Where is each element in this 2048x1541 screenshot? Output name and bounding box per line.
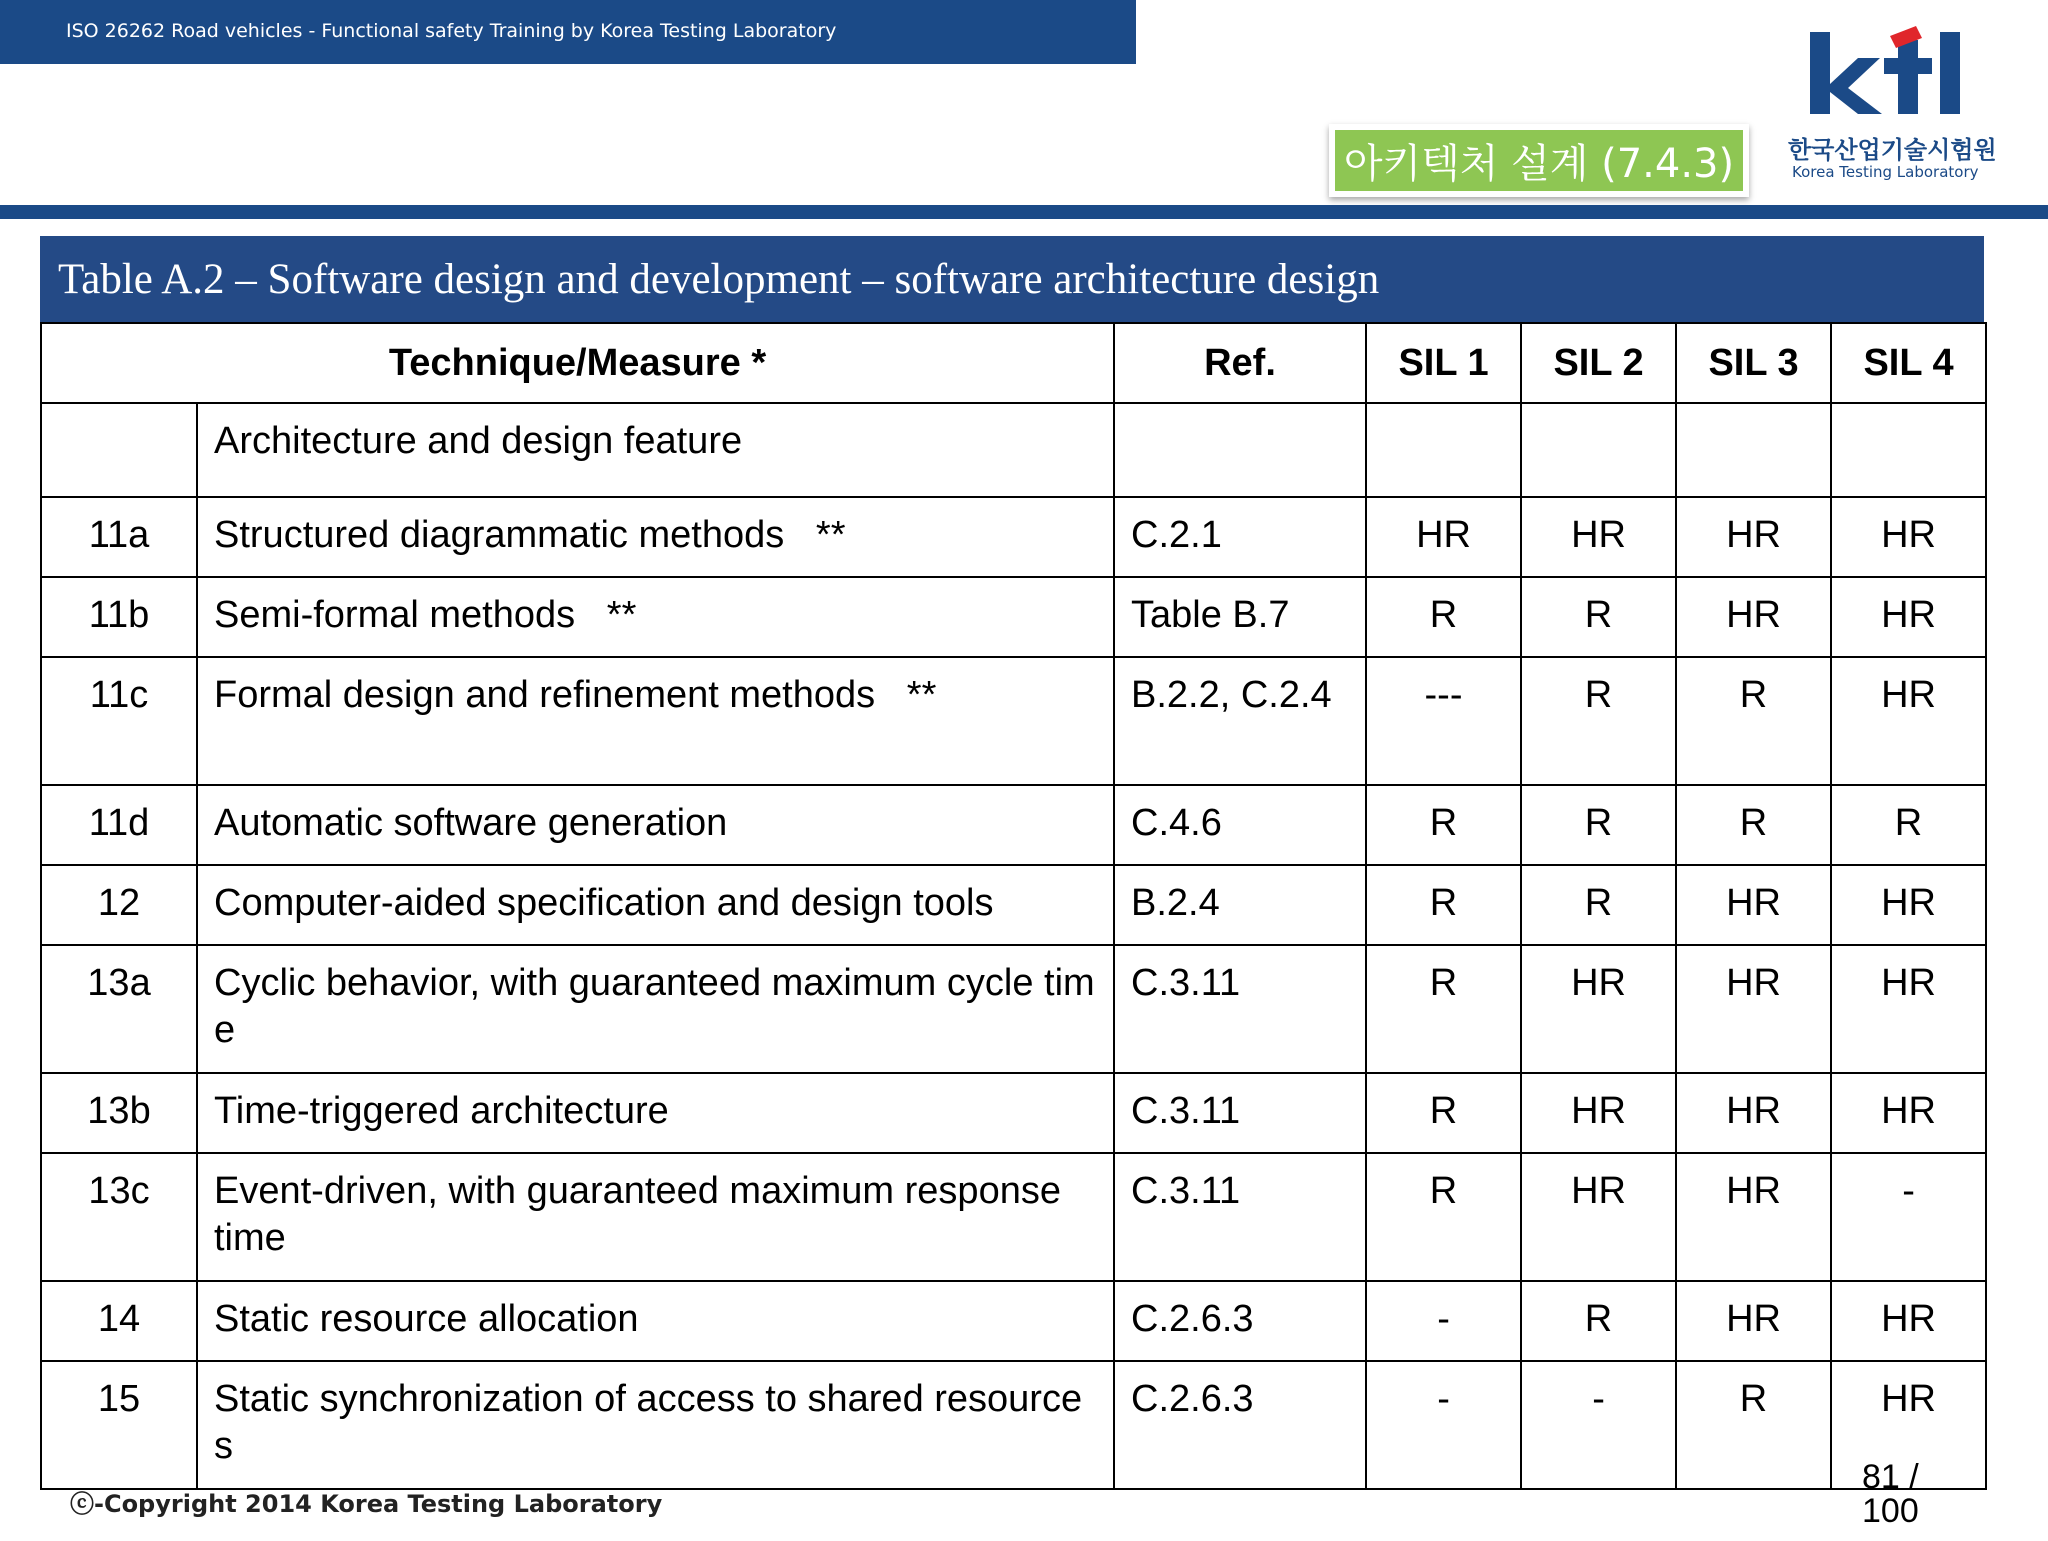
row-sil4: - — [1831, 1153, 1986, 1281]
row-sil1: R — [1366, 577, 1521, 657]
row-sil2: R — [1521, 577, 1676, 657]
row-ref: B.2.4 — [1114, 865, 1366, 945]
header-sil4: SIL 4 — [1831, 323, 1986, 403]
row-number: 13b — [41, 1073, 197, 1153]
row-number: 11a — [41, 497, 197, 577]
row-technique: Cyclic behavior, with guaranteed maximum cycle time — [197, 945, 1114, 1073]
row-sil1: - — [1366, 1281, 1521, 1361]
table-row — [41, 1361, 1986, 1489]
row-ref: C.2.6.3 — [1114, 1281, 1366, 1361]
row-number: 11d — [41, 785, 197, 865]
row-ref: B.2.2, C.2.4 — [1114, 657, 1366, 785]
row-sil3: HR — [1676, 945, 1831, 1073]
row-sil4: HR — [1831, 1361, 1986, 1489]
table-row — [41, 657, 1986, 785]
row-sil4: HR — [1831, 1073, 1986, 1153]
header-sil3: SIL 3 — [1676, 323, 1831, 403]
row-sil2: - — [1521, 1361, 1676, 1489]
row-technique: Automatic software generation — [197, 785, 1114, 865]
row-sil3: HR — [1676, 865, 1831, 945]
table-row — [41, 785, 1986, 865]
logo-name-en: Korea Testing Laboratory — [1792, 163, 1979, 181]
page-number-text: 81 / 100 — [1862, 1458, 1919, 1530]
row-ref: C.3.11 — [1114, 1153, 1366, 1281]
row-sil3: R — [1676, 1361, 1831, 1489]
table-header-row — [41, 323, 1986, 403]
table-row — [41, 1073, 1986, 1153]
row-ref: Table B.7 — [1114, 577, 1366, 657]
row-sil2: HR — [1521, 497, 1676, 577]
row-ref — [1114, 403, 1366, 497]
row-sil3: HR — [1676, 1153, 1831, 1281]
row-number: 11c — [41, 657, 197, 785]
row-sil3: HR — [1676, 577, 1831, 657]
sil-table — [40, 322, 1987, 1490]
row-sil4: HR — [1831, 497, 1986, 577]
row-sil1: R — [1366, 865, 1521, 945]
section-tag — [1329, 124, 1749, 197]
row-sil3: R — [1676, 657, 1831, 785]
row-sil1: HR — [1366, 497, 1521, 577]
header-bar — [0, 0, 1136, 64]
header-title: ISO 26262 Road vehicles - Functional safety Training by Korea Testing Laboratory — [66, 20, 837, 42]
row-sil3 — [1676, 403, 1831, 497]
row-sil2 — [1521, 403, 1676, 497]
row-technique: Structured diagrammatic methods ** — [197, 497, 1114, 577]
header-sil2: SIL 2 — [1521, 323, 1676, 403]
header-ref: Ref. — [1114, 323, 1366, 403]
row-technique: Time-triggered architecture — [197, 1073, 1114, 1153]
row-sil1: R — [1366, 945, 1521, 1073]
table-row — [41, 497, 1986, 577]
row-sil2: HR — [1521, 945, 1676, 1073]
row-sil4: HR — [1831, 945, 1986, 1073]
row-sil4: HR — [1831, 1281, 1986, 1361]
table-row — [41, 945, 1986, 1073]
row-sil2: HR — [1521, 1073, 1676, 1153]
row-sil1 — [1366, 403, 1521, 497]
table-row — [41, 577, 1986, 657]
row-sil4: HR — [1831, 657, 1986, 785]
row-technique: Semi-formal methods ** — [197, 577, 1114, 657]
row-number: 14 — [41, 1281, 197, 1361]
row-sil2: R — [1521, 865, 1676, 945]
row-number: 11b — [41, 577, 197, 657]
row-number: 13c — [41, 1153, 197, 1281]
table-title: Table A.2 – Software design and development – software architecture design — [40, 236, 1984, 322]
row-number: 12 — [41, 865, 197, 945]
row-sil4: R — [1831, 785, 1986, 865]
row-number: 15 — [41, 1361, 197, 1489]
row-sil1: R — [1366, 1153, 1521, 1281]
header-divider — [0, 205, 2048, 219]
row-technique: Computer-aided specification and design tools — [197, 865, 1114, 945]
row-sil2: R — [1521, 657, 1676, 785]
row-technique: Static synchronization of access to shared resources — [197, 1361, 1114, 1489]
row-ref: C.4.6 — [1114, 785, 1366, 865]
row-sil1: R — [1366, 1073, 1521, 1153]
section-tag-label: 아키텍처 설계 (7.4.3) — [1335, 130, 1743, 191]
row-sil2: R — [1521, 1281, 1676, 1361]
row-sil1: R — [1366, 785, 1521, 865]
header-sil1: SIL 1 — [1366, 323, 1521, 403]
header-technique: Technique/Measure * — [41, 323, 1114, 403]
table-row — [41, 865, 1986, 945]
row-sil4: HR — [1831, 865, 1986, 945]
row-ref: C.3.11 — [1114, 945, 1366, 1073]
row-ref: C.3.11 — [1114, 1073, 1366, 1153]
table-row — [41, 1281, 1986, 1361]
copyright-text: ⓒ-Copyright 2014 Korea Testing Laboratory — [70, 1490, 663, 1518]
page-number — [1862, 1458, 1984, 1530]
row-sil4 — [1831, 403, 1986, 497]
row-sil3: HR — [1676, 1073, 1831, 1153]
row-sil4: HR — [1831, 577, 1986, 657]
row-number: 13a — [41, 945, 197, 1073]
row-technique: Event-driven, with guaranteed maximum response time — [197, 1153, 1114, 1281]
table-row — [41, 403, 1986, 497]
logo-name-ko: 한국산업기술시험원 — [1788, 136, 1997, 164]
row-sil1: --- — [1366, 657, 1521, 785]
table-row — [41, 1153, 1986, 1281]
row-sil3: HR — [1676, 1281, 1831, 1361]
row-ref: C.2.6.3 — [1114, 1361, 1366, 1489]
row-technique: Architecture and design feature — [197, 403, 1114, 497]
row-sil1: - — [1366, 1361, 1521, 1489]
row-technique: Formal design and refinement methods ** — [197, 657, 1114, 785]
row-sil2: R — [1521, 785, 1676, 865]
row-sil3: R — [1676, 785, 1831, 865]
row-number — [41, 403, 197, 497]
row-ref: C.2.1 — [1114, 497, 1366, 577]
row-sil2: HR — [1521, 1153, 1676, 1281]
row-sil3: HR — [1676, 497, 1831, 577]
row-technique: Static resource allocation — [197, 1281, 1114, 1361]
